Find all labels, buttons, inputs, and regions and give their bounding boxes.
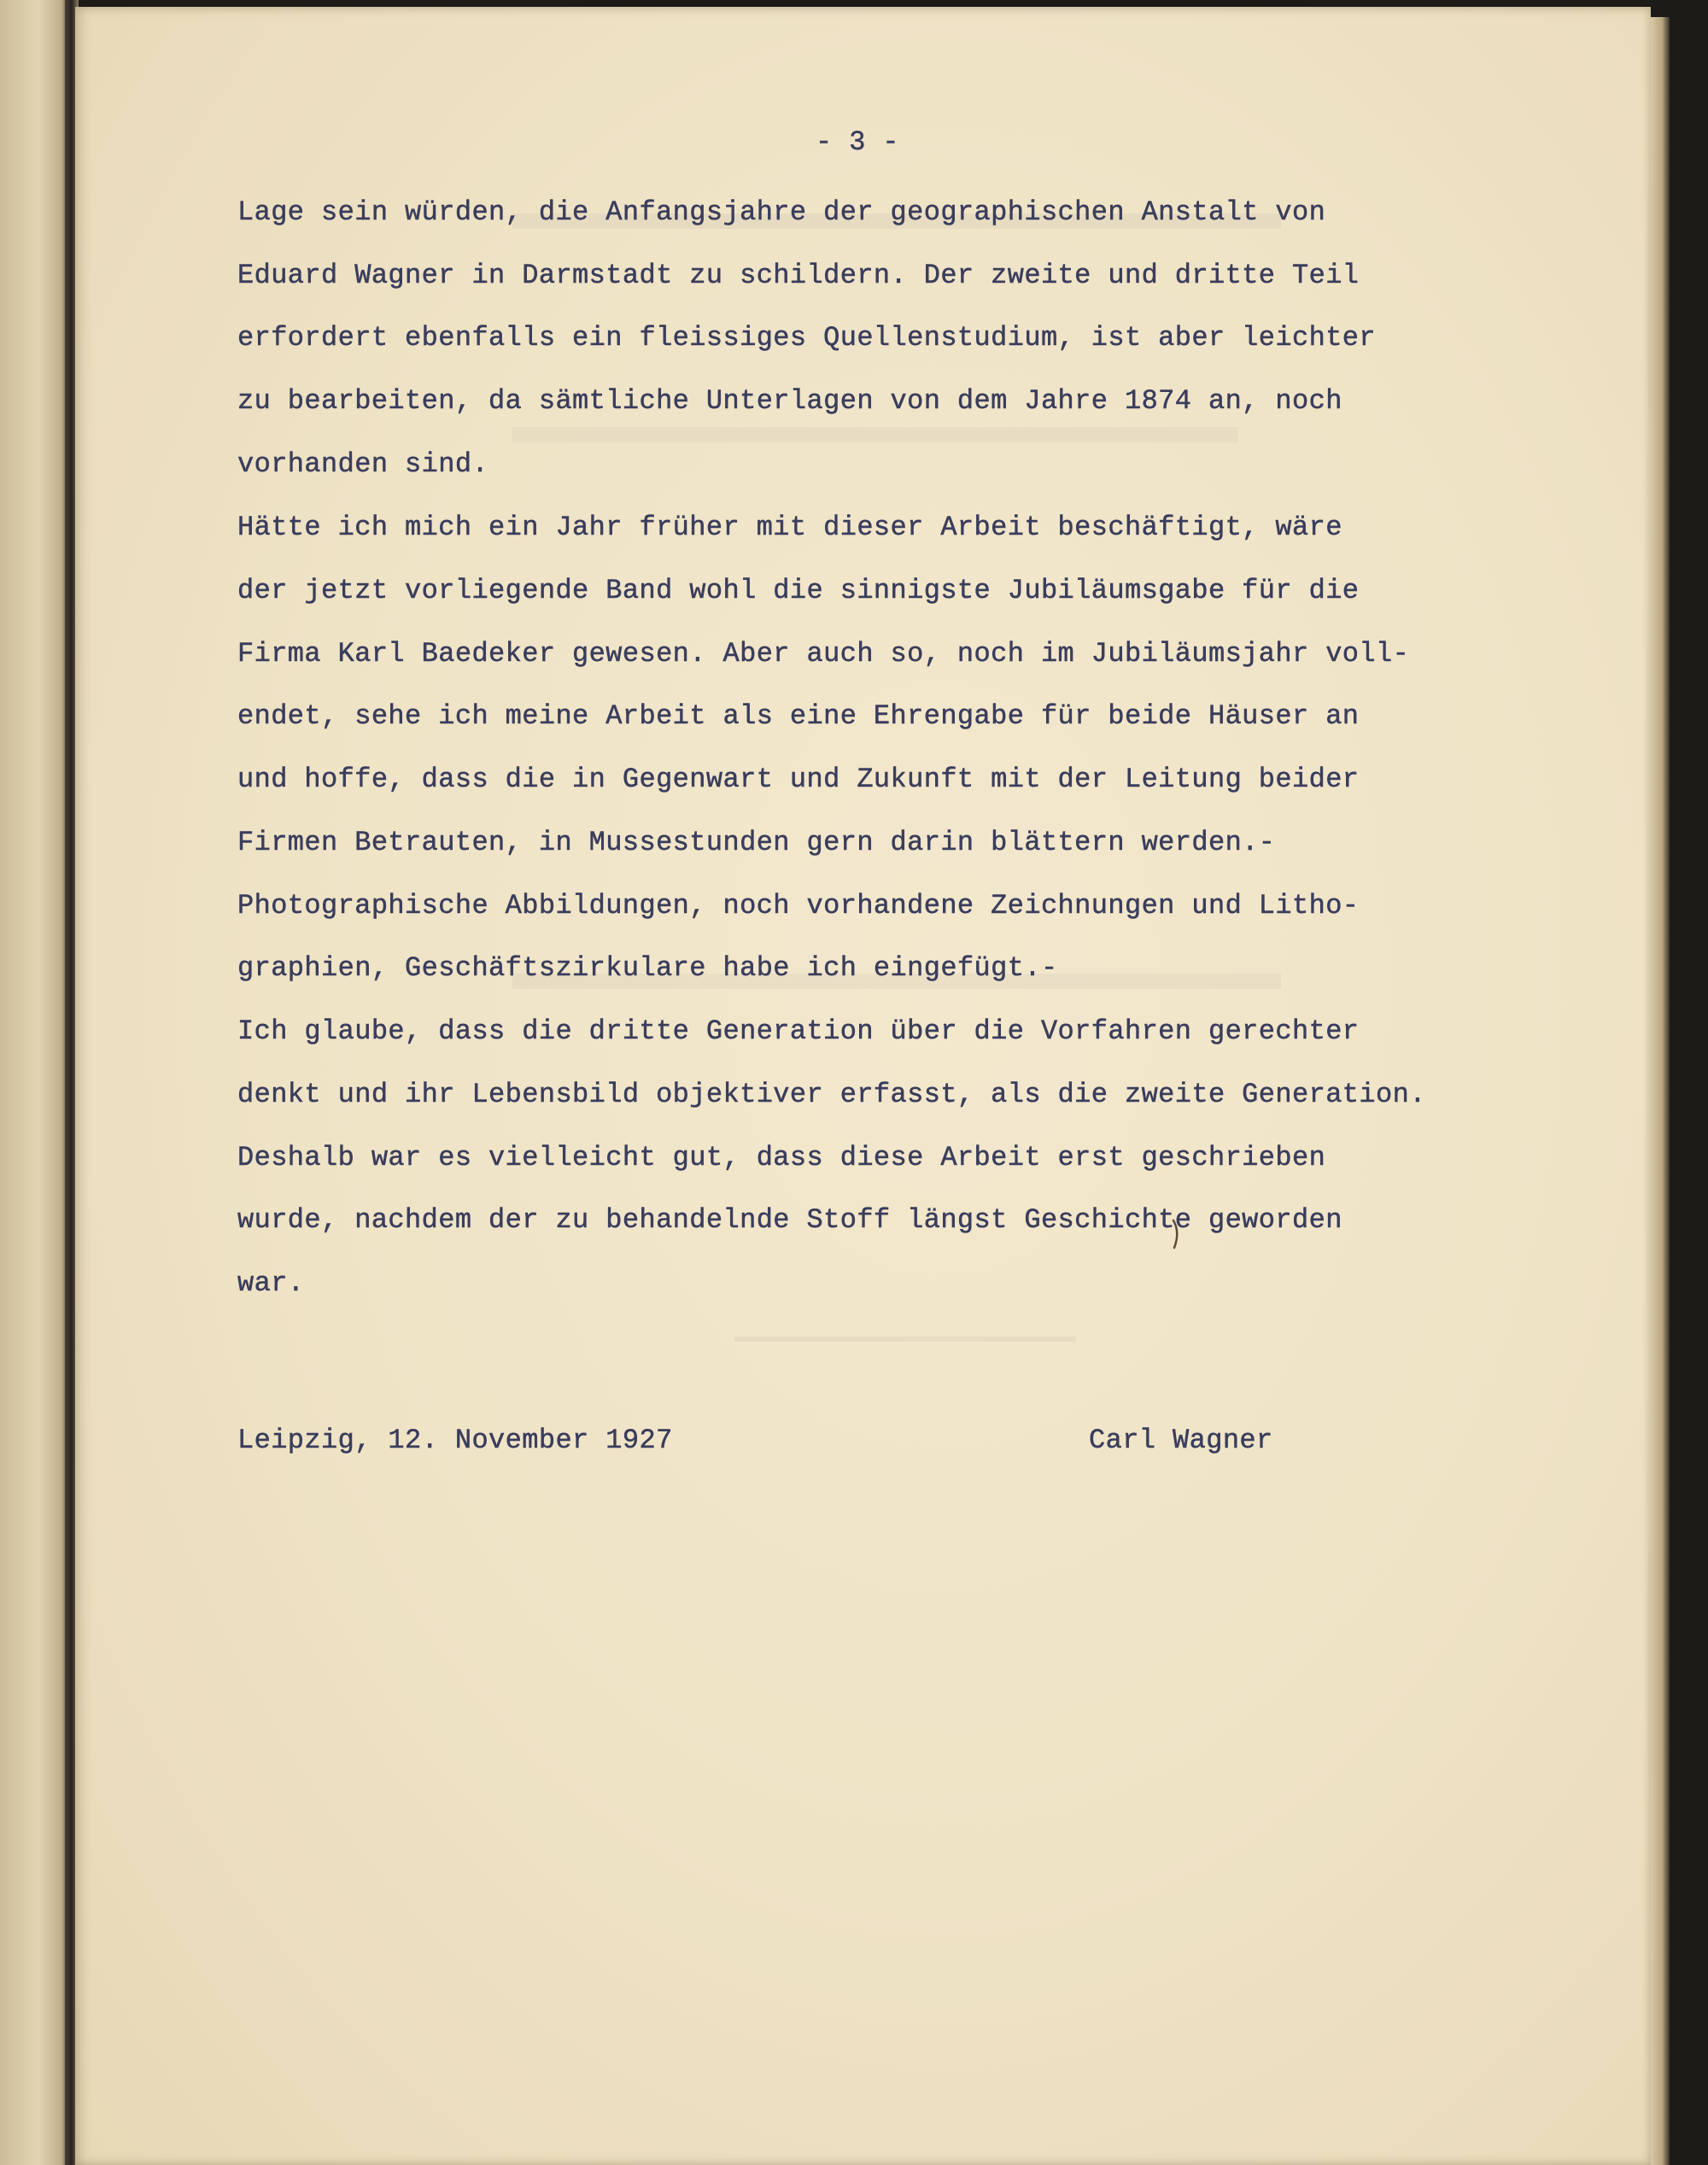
- signature-name: Carl Wagner: [1089, 1425, 1273, 1456]
- place-and-date: Leipzig, 12. November 1927: [237, 1425, 673, 1456]
- text-line: graphien, Geschäftszirkulare habe ich eingefügt.-: [237, 952, 1058, 984]
- text-line: Photographische Abbildungen, noch vorhandene Zeichnungen und Litho-: [237, 890, 1360, 922]
- text-line: erfordert ebenfalls ein fleissiges Quellenstudium, ist aber leichter: [237, 322, 1377, 354]
- text-line: Lage sein würden, die Anfangsjahre der geographischen Anstalt von: [237, 196, 1326, 228]
- text-line: Ich glaube, dass die dritte Generation über die Vorfahren gerechter: [237, 1015, 1360, 1047]
- page-stack-edge: [1651, 17, 1670, 2165]
- text-line: Eduard Wagner in Darmstadt zu schildern. Der zweite und dritte Teil: [237, 260, 1360, 291]
- text-line: Firma Karl Baedeker gewesen. Aber auch so, noch im Jubiläumsjahr voll-: [237, 638, 1410, 670]
- facing-page-edge: [0, 0, 70, 2165]
- text-line: denkt und ihr Lebensbild objektiver erfasst, als die zweite Generation.: [237, 1079, 1426, 1110]
- text-line: vorhanden sind.: [237, 448, 489, 480]
- text-line: endet, sehe ich meine Arbeit als eine Ehrengabe für beide Häuser an: [237, 700, 1360, 732]
- text-line: und hoffe, dass die in Gegenwart und Zukunft mit der Leitung beider: [237, 764, 1360, 795]
- text-line: Deshalb war es vielleicht gut, dass diese Arbeit erst geschrieben: [237, 1142, 1326, 1173]
- pencil-mark: [1170, 1217, 1184, 1251]
- text-line: der jetzt vorliegende Band wohl die sinnigste Jubiläumsgabe für die: [237, 575, 1360, 606]
- show-through-shadow: [512, 427, 1238, 442]
- text-line: Hätte ich mich ein Jahr früher mit dieser Arbeit beschäftigt, wäre: [237, 512, 1342, 543]
- text-line: war.: [237, 1267, 305, 1299]
- show-through-shadow: [734, 1337, 1076, 1342]
- text-line: wurde, nachdem der zu behandelnde Stoff längst Geschichte geworden: [237, 1204, 1342, 1236]
- page-number: - 3 -: [816, 126, 900, 158]
- text-line: Firmen Betrauten, in Mussestunden gern darin blättern werden.-: [237, 827, 1276, 858]
- text-line: zu bearbeiten, da sämtliche Unterlagen von dem Jahre 1874 an, noch: [237, 385, 1342, 417]
